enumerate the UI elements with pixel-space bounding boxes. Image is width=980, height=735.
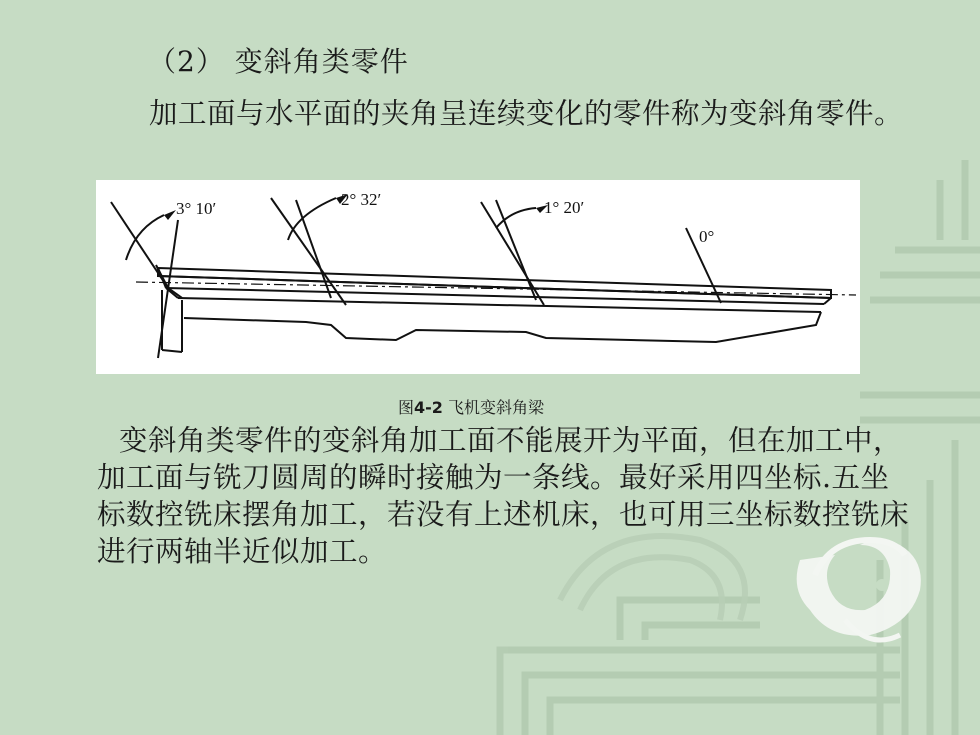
caption-text: 飞机变斜角梁 [448,398,545,417]
caption-prefix: 图 [398,398,415,417]
caption-number: 4-2 [414,398,443,417]
variable-bevel-beam-diagram [96,180,860,374]
angle-label-1: 3° 10′ [176,199,217,218]
body-paragraph: 变斜角类零件的变斜角加工面不能展开为平面，但在加工中，加工面与铣刀圆周的瞬时接触为一条线。最好采用四坐标.五坐标数控铣床摆角加工，若没有上述机床，也可用三坐标数控铣床进行两轴半近似加工。 [97,424,910,568]
beam-figure [96,180,860,374]
angle-label-3: 1° 20′ [544,198,585,217]
angle-label-2: 2° 32′ [341,190,382,209]
angle-label-4: 0° [699,227,715,246]
figure-caption [398,395,544,418]
intro-paragraph: 加工面与水平面的夹角呈连续变化的零件称为变斜角零件。 [149,97,904,130]
section-heading: （2） 变斜角类零件 [148,45,409,78]
